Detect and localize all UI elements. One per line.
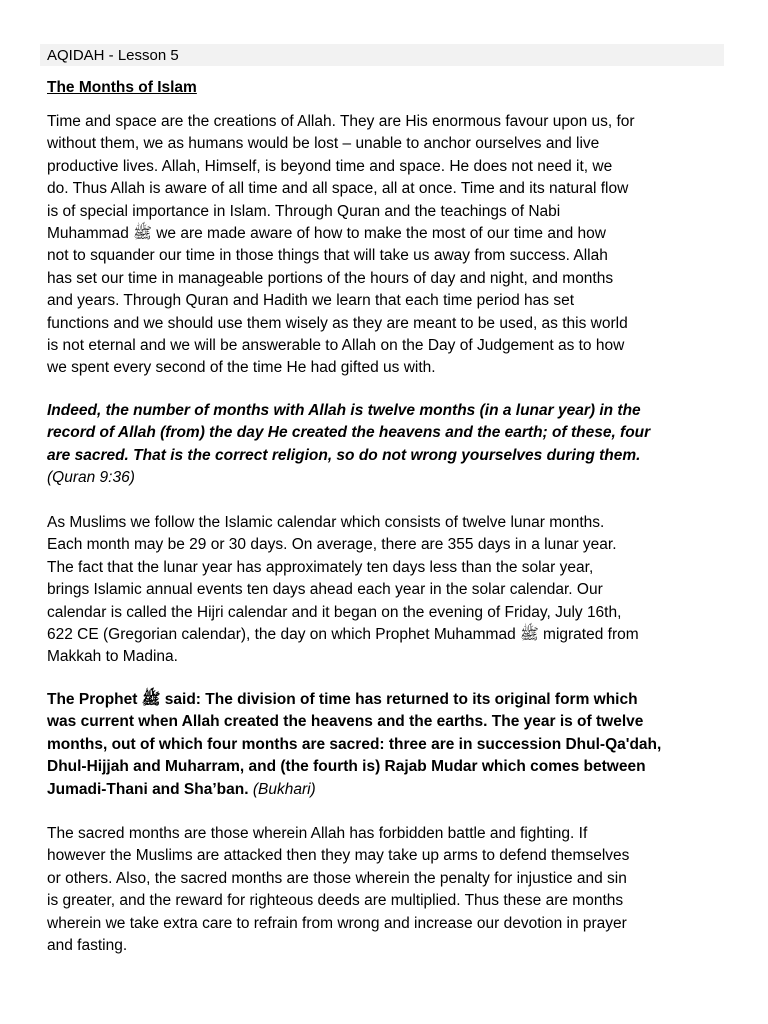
- paragraph-line: or others. Also, the sacred months are those wherein the penalty for injustice and sin: [47, 869, 627, 887]
- paragraph-line: without them, we as humans would be lost – unable to anchor ourselves and live: [47, 135, 600, 153]
- paragraph-line: is of special importance in Islam. Through Quran and the teachings of Nabi: [47, 202, 561, 220]
- quote-line: The Prophet ﷺ said: The division of time has returned to its original form which: [47, 691, 638, 708]
- paragraph-line: do. Thus Allah is aware of all time and all space, all at once. Time and its natural flow: [47, 180, 629, 198]
- paragraph-line: however the Muslims are attacked then they may take up arms to defend themselves: [47, 847, 630, 865]
- paragraph-line: productive lives. Allah, Himself, is beyond time and space. He does not need it, we: [47, 157, 613, 175]
- paragraph-calendar: [47, 512, 727, 669]
- quote-line: are sacred. That is the correct religion, so do not wrong yourselves during them.: [47, 446, 641, 464]
- quote-line: months, out of which four months are sacred: three are in succession Dhul-Qa'dah,: [47, 735, 662, 753]
- paragraph-line: Time and space are the creations of Allah. They are His enormous favour upon us, for: [47, 113, 635, 130]
- quote-line: record of Allah (from) the day He created the heavens and the earth; of these, four: [47, 424, 651, 442]
- quote-source: (Quran 9:36): [47, 469, 135, 487]
- lesson-header: AQIDAH - Lesson 5: [47, 47, 179, 64]
- paragraph-line: brings Islamic annual events ten days ahead each year in the solar calendar. Our: [47, 581, 603, 599]
- paragraph-sacred-months: [47, 823, 727, 957]
- paragraph-line: Muhammad ﷺ we are made aware of how to make the most of our time and how: [47, 225, 606, 243]
- paragraph-line: wherein we take extra care to refrain from wrong and increase our devotion in prayer: [47, 914, 627, 932]
- quote-line: Indeed, the number of months with Allah is twelve months (in a lunar year) in the: [47, 402, 641, 419]
- quote-line: Jumadi-Thani and Sha’ban.: [47, 780, 249, 798]
- paragraph-line: we spent every second of the time He had gifted us with.: [47, 359, 436, 377]
- paragraph-line: and years. Through Quran and Hadith we learn that each time period has set: [47, 292, 575, 310]
- page-title: The Months of Islam: [47, 79, 197, 96]
- paragraph-line: As Muslims we follow the Islamic calendar which consists of twelve lunar months.: [47, 514, 605, 531]
- paragraph-line: The sacred months are those wherein Allah has forbidden battle and fighting. If: [47, 825, 588, 842]
- paragraph-line: is greater, and the reward for righteous deeds are multiplied. Thus these are months: [47, 892, 624, 910]
- paragraph-line: The fact that the lunar year has approximately ten days less than the solar year,: [47, 558, 594, 576]
- paragraph-line: Makkah to Madina.: [47, 648, 178, 666]
- paragraph-line: is not eternal and we will be answerable to Allah on the Day of Judgement as to how: [47, 337, 625, 355]
- paragraph-line: 622 CE (Gregorian calendar), the day on which Prophet Muhammad ﷺ migrated from: [47, 626, 639, 644]
- quote-last-line: [47, 779, 727, 801]
- paragraph-line: functions and we should use them wisely as they are meant to be used, as this world: [47, 314, 628, 332]
- quran-quote: [47, 400, 727, 490]
- paragraph-line: Each month may be 29 or 30 days. On average, there are 355 days in a lunar year.: [47, 536, 617, 554]
- paragraph-line: not to squander our time in those things that will take us away from success. Allah: [47, 247, 608, 265]
- paragraph-intro: [47, 111, 727, 380]
- paragraph-line: calendar is called the Hijri calendar and it began on the evening of Friday, July 16th,: [47, 603, 622, 621]
- quote-source: (Bukhari): [252, 780, 316, 798]
- paragraph-line: has set our time in manageable portions of the hours of day and night, and months: [47, 269, 614, 287]
- paragraph-line: and fasting.: [47, 937, 128, 955]
- quote-line: was current when Allah created the heavens and the earths. The year is of twelve: [47, 713, 644, 731]
- quote-line: Dhul-Hijjah and Muharram, and (the fourth is) Rajab Mudar which comes between: [47, 758, 646, 776]
- hadith-quote: [47, 689, 727, 801]
